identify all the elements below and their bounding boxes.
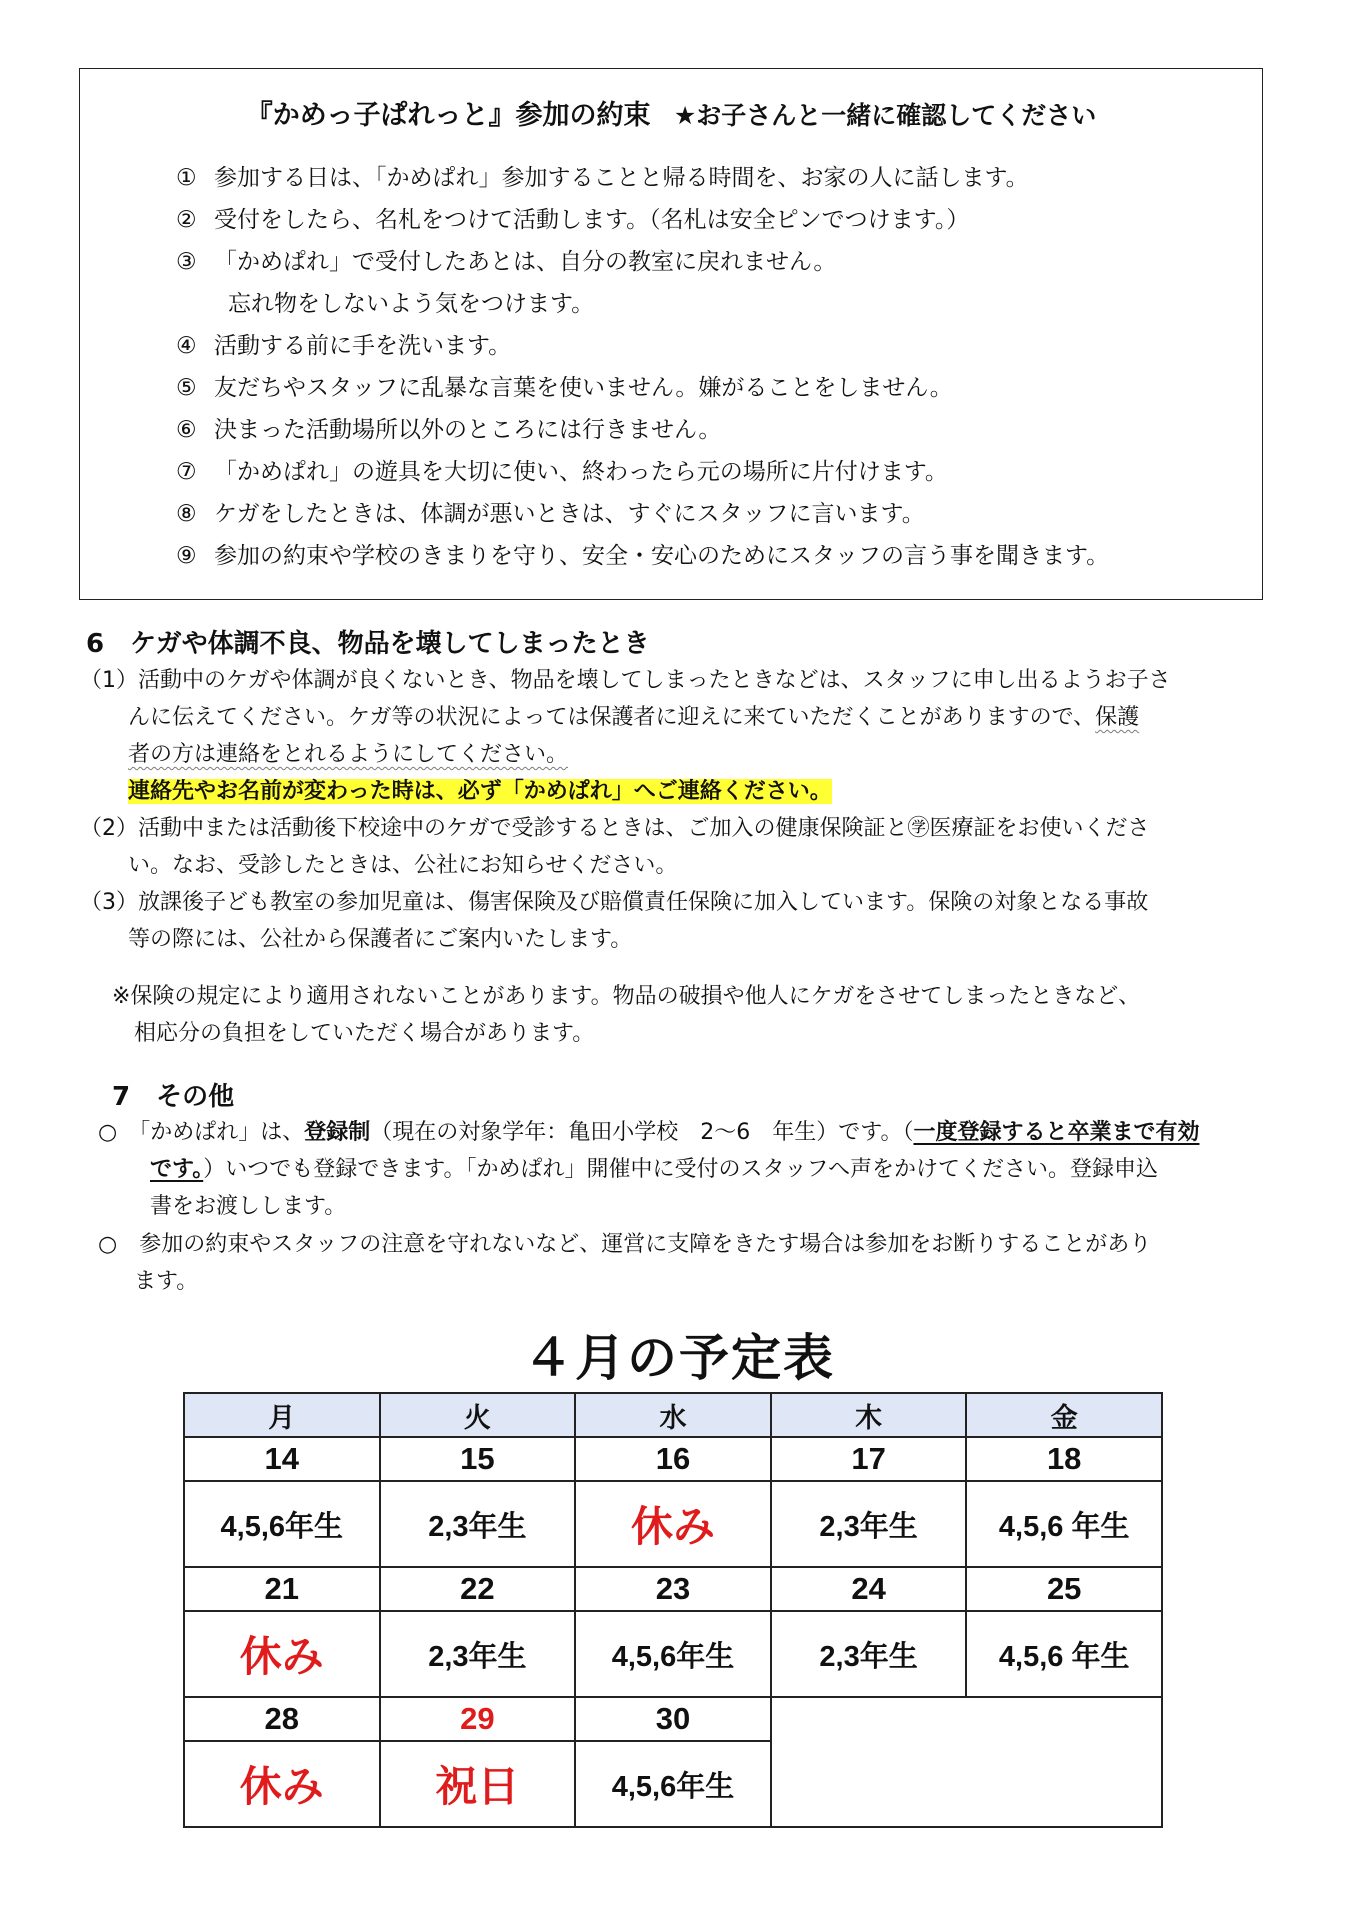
- grade-cell: 4,5,6年生: [184, 1481, 380, 1567]
- section7-item-2: [98, 1226, 1151, 1300]
- grade-cell: 2,3年生: [771, 1481, 967, 1567]
- grade-cell: 4,5,6 年生: [966, 1481, 1162, 1567]
- grade-cell: 2,3年生: [380, 1481, 576, 1567]
- note-line: ※保険の規定により適用されないことがあります。物品の破損や他人にケガをさせてしまったときなど、: [112, 984, 1141, 1009]
- date-cell: 28: [184, 1697, 380, 1741]
- date-cell: 16: [575, 1437, 771, 1481]
- rule-text: 参加の約束や学校のきまりを守り、安全・安心のためにスタッフの言う事を聞きます。: [214, 543, 1110, 569]
- rule-number: ①: [176, 165, 197, 191]
- holiday-cell: 祝日: [380, 1741, 576, 1827]
- rule-item: [176, 241, 1109, 283]
- rule-number: ⑤: [176, 375, 197, 401]
- rule-item: [176, 451, 1109, 493]
- section6-heading: 6 ケガや体調不良、物品を壊してしまったとき: [86, 629, 650, 659]
- para-line: 等の際には、公社から保護者にご案内いたします。: [128, 927, 633, 952]
- rule-item: [176, 367, 1109, 409]
- schedule-header-row: [184, 1393, 1162, 1437]
- para-line: [98, 1151, 1199, 1188]
- para-line: [80, 773, 1171, 810]
- para-text-bold-underlined: 一度登録すると卒業まで有効: [913, 1120, 1200, 1145]
- rules-title-note: ★お子さんと一緒に確認してください: [673, 101, 1097, 130]
- closed-cell: 休み: [575, 1481, 771, 1567]
- rule-number: ⑦: [176, 459, 197, 485]
- rules-title: [80, 93, 1262, 132]
- rule-number: ⑥: [176, 417, 197, 443]
- rule-item: [176, 325, 1109, 367]
- date-cell: 15: [380, 1437, 576, 1481]
- weekday-header-wed: 水: [575, 1393, 771, 1437]
- info-row: [184, 1481, 1162, 1567]
- para-text-underlined: 者の方は連絡をとれるようにしてください。: [128, 742, 569, 767]
- section6-note: [112, 978, 1140, 1052]
- rule-item: [176, 199, 1109, 241]
- para-line: い。なお、受診したときは、公社にお知らせください。: [128, 853, 678, 878]
- date-cell: 22: [380, 1567, 576, 1611]
- rule-number: ⑧: [176, 501, 197, 527]
- date-cell: 18: [966, 1437, 1162, 1481]
- weekday-header-fri: 金: [966, 1393, 1162, 1437]
- rule-item: [176, 409, 1109, 451]
- info-row: [184, 1611, 1162, 1697]
- rule-text: 活動する前に手を洗います。: [214, 333, 512, 359]
- para-line: ○ 参加の約束やスタッフの注意を守れないなど、運営に支障をきたす場合は参加をお断りすることがあり: [98, 1232, 1152, 1257]
- section6-paragraph-2: [80, 810, 1150, 884]
- para-text-underlined: 保護: [1095, 705, 1140, 730]
- weekday-header-tue: 火: [380, 1393, 576, 1437]
- para-line: ます。: [134, 1269, 199, 1294]
- weekday-header-mon: 月: [184, 1393, 380, 1437]
- weekday-header-thu: 木: [771, 1393, 967, 1437]
- schedule-title: ４月の予定表: [523, 1329, 835, 1387]
- rules-list: [176, 157, 1109, 577]
- rule-text: 受付をしたら、名札をつけて活動します。（名札は安全ピンでつけます。）: [214, 207, 970, 233]
- para-line: [98, 1114, 1199, 1151]
- para-text-bold-underlined: です。: [150, 1157, 204, 1182]
- rule-number: ⑨: [176, 543, 197, 569]
- rule-text: ケガをしたときは、体調が悪いときは、すぐにスタッフに言います。: [214, 501, 925, 527]
- para-text: ）いつでも登録できます。「かめぱれ」開催中に受付のスタッフへ声をかけてください。登録申込: [203, 1157, 1159, 1182]
- date-row: [184, 1697, 1162, 1741]
- schedule-table: [183, 1392, 1163, 1828]
- rules-box: [79, 68, 1263, 600]
- rule-item: [176, 157, 1109, 199]
- rule-text: 参加する日は、「かめぱれ」参加することと帰る時間を、お家の人に話します。: [214, 165, 1029, 191]
- para-line: （2）活動中または活動後下校途中のケガで受診するときは、ご加入の健康保険証と㊫医療証をお使いくださ: [80, 816, 1150, 841]
- grade-cell: 4,5,6 年生: [966, 1611, 1162, 1697]
- closed-cell: 休み: [184, 1611, 380, 1697]
- para-line: [80, 736, 1171, 773]
- para-line: 書をお渡しします。: [150, 1194, 347, 1219]
- date-cell: 21: [184, 1567, 380, 1611]
- para-line: （1）活動中のケガや体調が良くないとき、物品を壊してしまったときなどは、スタッフに申し出るようお子さ: [80, 668, 1171, 693]
- date-cell: 23: [575, 1567, 771, 1611]
- rule-text: 「かめぱれ」の遊具を大切に使い、終わったら元の場所に片付けます。: [214, 459, 948, 485]
- rule-item: [176, 535, 1109, 577]
- rule-number: ③: [176, 249, 197, 275]
- grade-cell: 4,5,6年生: [575, 1741, 771, 1827]
- date-cell: 24: [771, 1567, 967, 1611]
- date-row: [184, 1567, 1162, 1611]
- rule-text: 「かめぱれ」で受付したあとは、自分の教室に戻れません。: [214, 249, 837, 275]
- holiday-date-cell: 29: [380, 1697, 576, 1741]
- para-line: [80, 699, 1171, 736]
- date-cell: 17: [771, 1437, 967, 1481]
- date-cell: 14: [184, 1437, 380, 1481]
- date-cell: 25: [966, 1567, 1162, 1611]
- section7-heading: 7 その他: [112, 1082, 235, 1112]
- rules-title-text: 『かめっ子ぱれっと』参加の約束: [245, 100, 651, 131]
- para-line: （3）放課後子ども教室の参加児童は、傷害保険及び賠償責任保険に加入しています。保険の対象となる事故: [80, 890, 1149, 915]
- rule-item-continuation: [176, 283, 1109, 325]
- grade-cell: 4,5,6年生: [575, 1611, 771, 1697]
- rule-text: 友だちやスタッフに乱暴な言葉を使いません。嫌がることをしません。: [214, 375, 953, 401]
- section6-paragraph-3: [80, 884, 1148, 958]
- para-text-bold: 登録制: [304, 1120, 371, 1145]
- rule-number: ④: [176, 333, 197, 359]
- para-text: ○ 「かめぱれ」は、: [98, 1120, 305, 1145]
- section6-paragraph-1: [80, 662, 1171, 810]
- rule-item: [176, 493, 1109, 535]
- date-cell: 30: [575, 1697, 771, 1741]
- para-text: （現在の対象学年：亀田小学校 2～6 年生）です。（: [370, 1120, 914, 1145]
- grade-cell: 2,3年生: [771, 1611, 967, 1697]
- rule-text: 決まった活動場所以外のところには行きません。: [214, 417, 722, 443]
- highlight-notice: 連絡先やお名前が変わった時は、必ず「かめぱれ」へご連絡ください。: [128, 779, 832, 804]
- closed-cell: 休み: [184, 1741, 380, 1827]
- rule-text: 忘れ物をしないよう気をつけます。: [228, 291, 595, 317]
- date-row: [184, 1437, 1162, 1481]
- note-line: 相応分の負担をしていただく場合があります。: [134, 1021, 595, 1046]
- empty-cell: [771, 1697, 1162, 1827]
- para-text: んに伝えてください。ケガ等の状況によっては保護者に迎えに来ていただくことがありますので、: [128, 705, 1096, 730]
- grade-cell: 2,3年生: [380, 1611, 576, 1697]
- rule-number: ②: [176, 207, 197, 233]
- section7-item-1: [98, 1114, 1199, 1225]
